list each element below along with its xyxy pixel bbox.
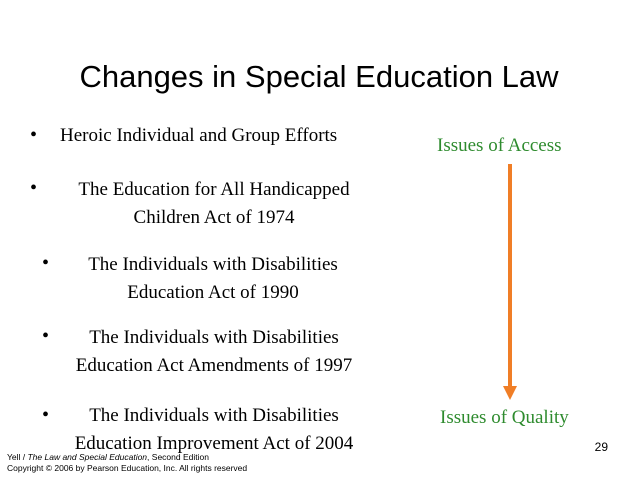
bullet-5: • xyxy=(42,404,50,426)
issues-of-access-label: Issues of Access xyxy=(437,135,562,156)
list-item-4 xyxy=(56,324,372,380)
page-number: 29 xyxy=(594,440,608,454)
list-item-1 xyxy=(60,122,337,150)
bullet-3: • xyxy=(42,252,50,274)
bullet-2: • xyxy=(30,177,38,199)
list-item-2-line2: Children Act of 1974 xyxy=(133,207,295,228)
list-item-2-line1: The Education for All Handicapped xyxy=(78,179,350,200)
list-item-3-line2: Education Act of 1990 xyxy=(127,282,299,303)
list-item-3 xyxy=(66,251,360,307)
list-item-2 xyxy=(58,176,370,232)
bullet-1: • xyxy=(30,124,38,146)
list-item-1-line1: Heroic Individual and Group Efforts xyxy=(60,125,338,146)
list-item-5-line2: Education Improvement Act of 2004 xyxy=(74,433,354,454)
list-item-4-line2: Education Act Amendments of 1997 xyxy=(75,355,353,376)
footer-author: Yell / xyxy=(7,452,28,462)
issues-of-quality-label: Issues of Quality xyxy=(440,407,569,428)
list-item-4-line1: The Individuals with Disabilities xyxy=(89,327,339,348)
footer-citation xyxy=(7,452,247,463)
footer xyxy=(7,452,247,474)
footer-copyright: Copyright © 2006 by Pearson Education, Inc. All rights reserved xyxy=(7,463,248,473)
bullet-4: • xyxy=(42,325,50,347)
arrow-head xyxy=(503,386,517,400)
down-arrow-icon xyxy=(498,164,522,404)
list-item-5-line1: The Individuals with Disabilities xyxy=(89,405,339,426)
list-item-5 xyxy=(56,402,372,458)
slide-title: Changes in Special Education Law xyxy=(79,59,559,94)
list-item-3-line1: The Individuals with Disabilities xyxy=(88,254,338,275)
footer-edition: , Second Edition xyxy=(147,452,209,462)
footer-book-title: The Law and Special Education xyxy=(27,452,148,462)
